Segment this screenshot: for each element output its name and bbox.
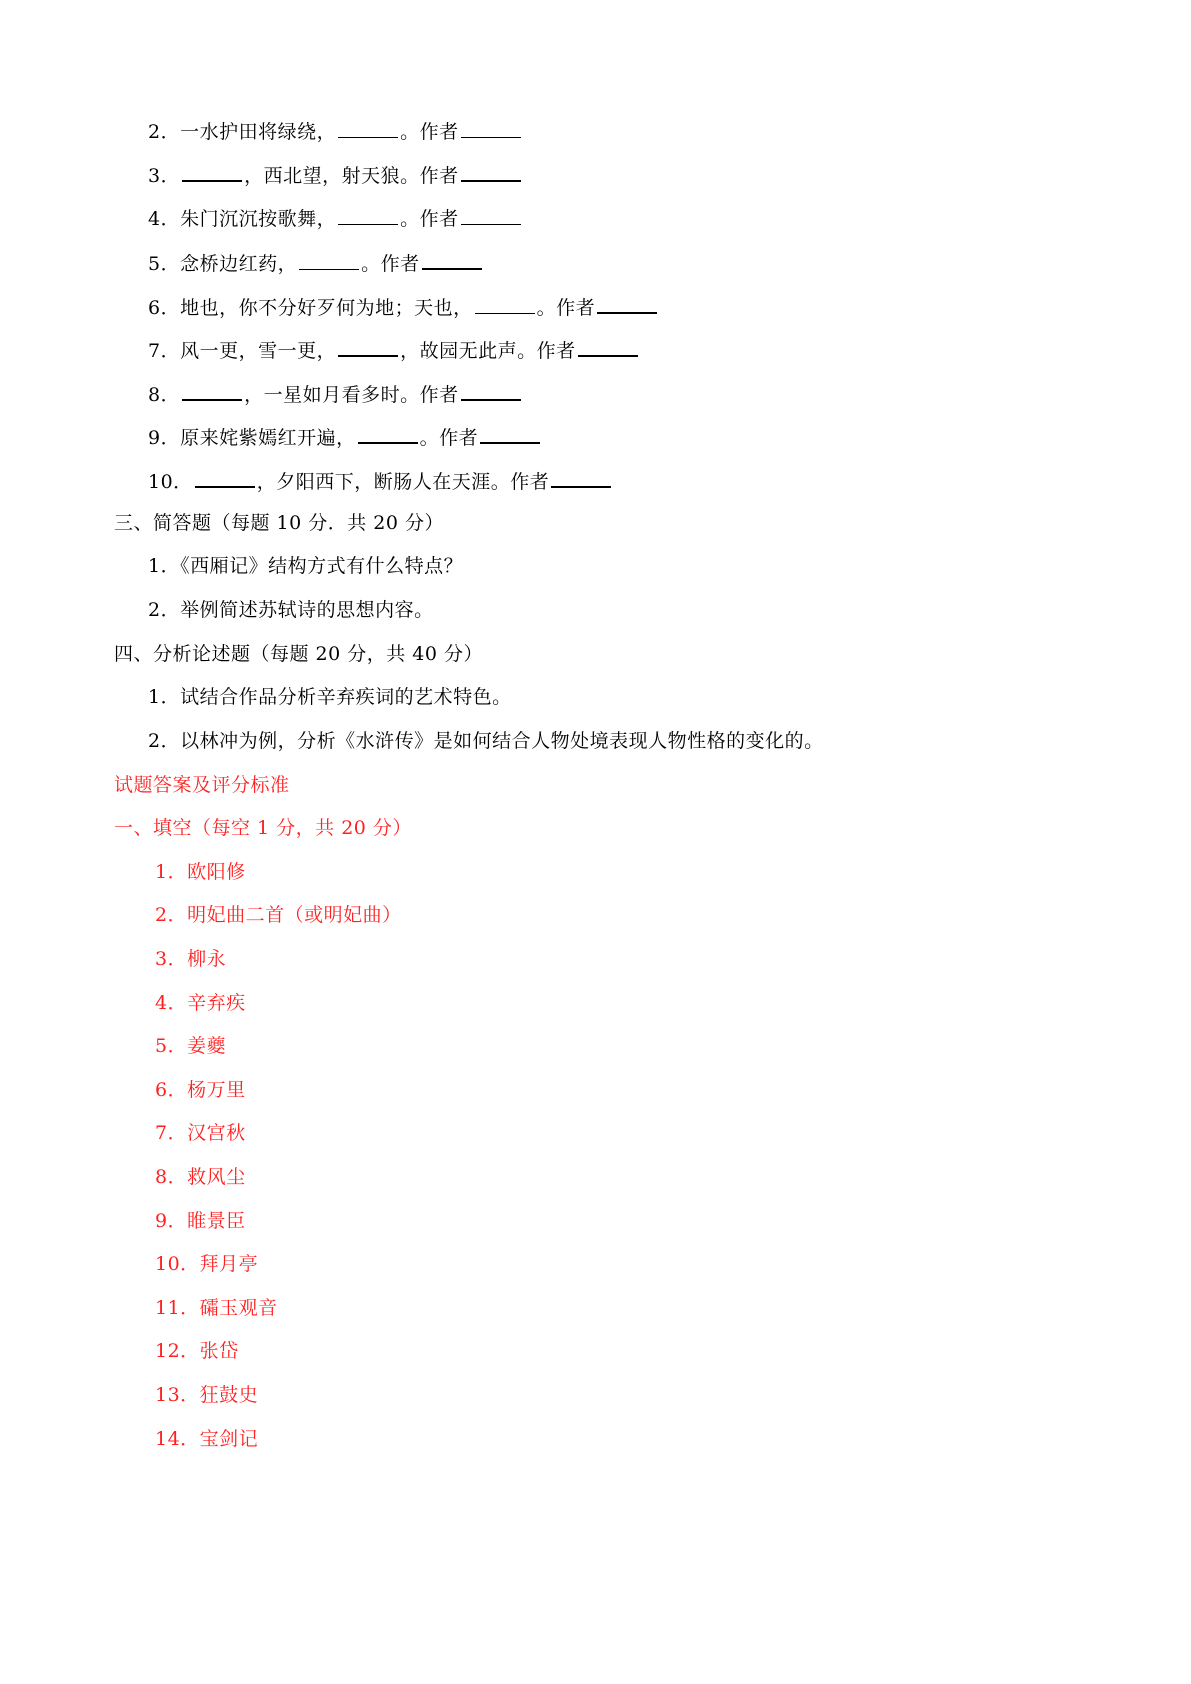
fill-question-2 (148, 117, 523, 145)
question-text: 念桥边红药， (180, 253, 298, 275)
question-text: 。作者 (361, 253, 420, 275)
fill-question-10 (148, 466, 613, 495)
answers-section-1-title: 一、填空（每空 1 分，共 20 分） (114, 817, 412, 839)
section-4-title: 四、分析论述题（每题 20 分，共 40 分） (114, 643, 484, 665)
fill-question-9 (148, 422, 542, 451)
answer-item: 10．拜月亭 (155, 1253, 259, 1275)
answer-item: 8．救风尘 (155, 1166, 246, 1188)
answer-blank (338, 335, 398, 357)
answer-item: 2．明妃曲二首（或明妃曲） (155, 904, 402, 926)
section-3-title: 三、简答题（每题 10 分．共 20 分） (114, 512, 445, 534)
question-number: 10． (148, 471, 193, 493)
answer-blank (182, 379, 242, 401)
author-blank (422, 248, 482, 270)
question-number: 6． (148, 297, 181, 319)
answer-item: 14．宝剑记 (155, 1428, 259, 1450)
answer-item: 4．辛弃疾 (155, 992, 246, 1014)
question-text: 。作者 (536, 297, 596, 319)
question-number: 8． (148, 384, 181, 406)
author-blank (461, 204, 521, 225)
short-answer-1: 1．《西厢记》结构方式有什么特点？ (148, 555, 464, 577)
answer-item: 6．杨万里 (155, 1079, 246, 1101)
question-number: 4． (148, 208, 181, 230)
essay-question-2: 2．以林冲为例，分析《水浒传》是如何结合人物处境表现人物性格的变化的。 (148, 730, 824, 752)
question-text: 朱门沉沉按歌舞， (180, 208, 337, 230)
question-text: ，故园无此声。作者 (400, 340, 576, 362)
answer-blank (299, 249, 359, 270)
question-text: 。作者 (419, 427, 479, 449)
answer-item: 9．睢景臣 (155, 1210, 246, 1232)
answers-heading: 试题答案及评分标准 (114, 774, 290, 796)
question-text: 。作者 (400, 208, 459, 230)
question-text: ，一星如月看多时。作者 (244, 384, 459, 406)
answer-item: 5．姜夔 (155, 1035, 227, 1057)
author-blank (461, 160, 521, 182)
answer-blank (195, 466, 255, 488)
question-text: 原来姹紫嫣红开遍， (180, 427, 356, 449)
author-blank (480, 422, 540, 444)
fill-question-4 (148, 204, 523, 232)
fill-question-5 (148, 248, 484, 277)
fill-question-3 (148, 160, 523, 189)
question-text: ，西北望，射天狼。作者 (244, 165, 459, 187)
fill-question-8 (148, 379, 523, 408)
question-text: 地也，你不分好歹何为地；天也， (180, 297, 473, 319)
short-answer-2: 2．举例简述苏轼诗的思想内容。 (148, 599, 434, 621)
answer-item: 13．狂鼓史 (155, 1384, 259, 1406)
question-text: 一水护田将绿绕， (180, 121, 337, 143)
answer-item: 1．欧阳修 (155, 861, 246, 883)
answer-blank (182, 160, 242, 182)
question-number: 3． (148, 165, 181, 187)
question-text: 。作者 (400, 121, 459, 143)
answer-item: 3．柳永 (155, 948, 227, 970)
answer-blank (338, 204, 398, 225)
question-text: 风一更，雪一更， (180, 340, 337, 362)
fill-question-7 (148, 335, 640, 364)
question-number: 7． (148, 340, 181, 362)
fill-question-6 (148, 292, 659, 321)
author-blank (597, 292, 657, 314)
essay-question-1: 1．试结合作品分析辛弃疾词的艺术特色。 (148, 686, 512, 708)
question-number: 5． (148, 253, 181, 275)
author-blank (578, 335, 638, 357)
author-blank (461, 379, 521, 401)
answer-item: 11．礵玉观音 (155, 1297, 278, 1319)
author-blank (551, 466, 611, 488)
question-number: 2． (148, 121, 181, 143)
answer-blank (475, 293, 535, 314)
answer-item: 12．张岱 (155, 1340, 239, 1362)
answer-blank (338, 117, 398, 138)
author-blank (461, 117, 521, 138)
answer-blank (358, 422, 418, 444)
question-text: ，夕阳西下，断肠人在天涯。作者 (256, 471, 550, 493)
answer-item: 7．汉宫秋 (155, 1122, 246, 1144)
question-number: 9． (148, 427, 181, 449)
